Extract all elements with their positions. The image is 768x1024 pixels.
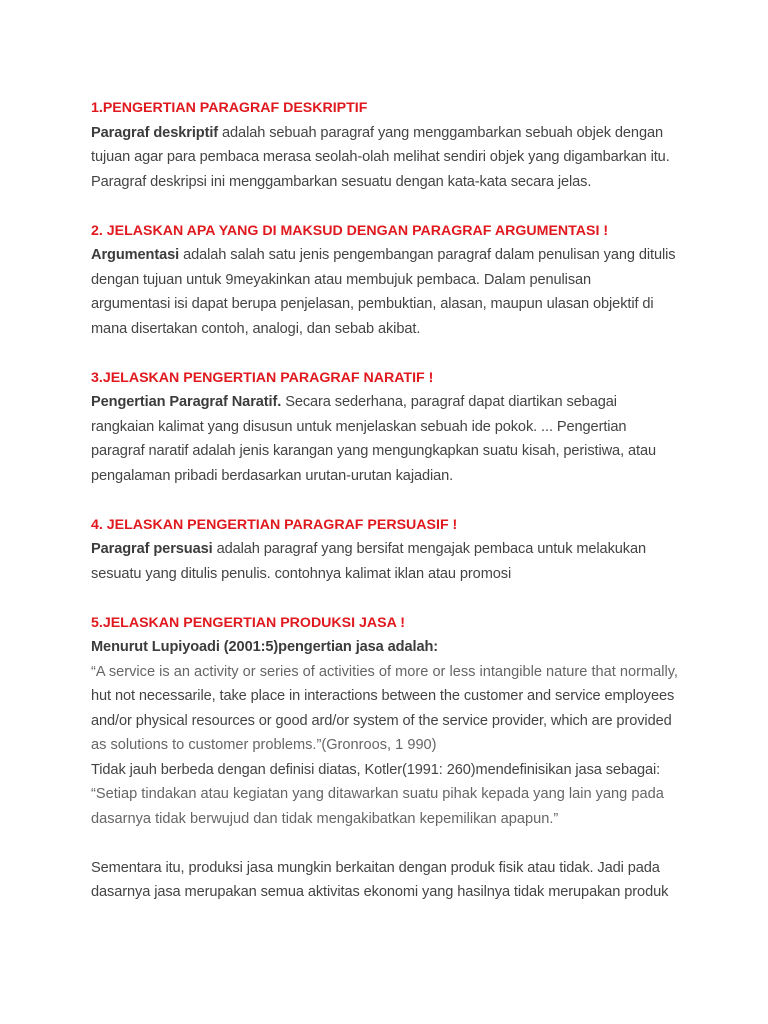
section-heading: 3.JELASKAN PENGERTIAN PARAGRAF NARATIF ! xyxy=(91,369,434,386)
section-deskriptif xyxy=(91,96,688,194)
paragraph-line: dengan tujuan untuk 9meyakinkan atau membujuk pembaca. Dalam penulisan xyxy=(91,271,592,288)
section-persuasif xyxy=(91,513,688,587)
section-argumentasi xyxy=(91,219,688,342)
kotler-line: Tidak jauh berbeda dengan definisi diatas, Kotler(1991: 260)mendefinisikan jasa sebagai: xyxy=(91,761,661,778)
paragraph-line: Argumentasi adalah salah satu jenis pengembangan paragraf dalam penulisan yang ditulis xyxy=(91,247,676,263)
quote-line: “Setiap tindakan atau kegiatan yang ditawarkan suatu pihak kepada yang lain yang pada xyxy=(91,786,664,802)
quote-line: “A service is an activity or series of activities of more or less intangible nature that normally, xyxy=(91,663,678,680)
paragraph-line: mana disertakan contoh, analogi, dan sebab akibat. xyxy=(91,320,421,337)
spacer xyxy=(91,488,688,513)
quote-line: as solutions to customer problems.”(Gronroos, 1 990) xyxy=(91,737,437,753)
paragraph-line: rangkaian kalimat yang disusun untuk menjelaskan sebuah ide pokok. ... Pengertian xyxy=(91,418,627,435)
section-produksi-jasa xyxy=(91,611,688,905)
spacer xyxy=(91,341,688,366)
quote-line: hut not necessarile, take place in interactions between the customer and service employees xyxy=(91,688,675,704)
lupiyoadi-definition: Menurut Lupiyoadi (2001:5)pengertian jasa adalah: xyxy=(91,639,439,655)
spacer xyxy=(91,194,688,219)
spacer xyxy=(91,831,688,856)
paragraph-line: pengalaman pribadi berdasarkan urutan-urutan kajadian. xyxy=(91,467,454,484)
paragraph-line: dasarnya jasa merupakan semua aktivitas ekonomi yang hasilnya tidak merupakan produk xyxy=(91,884,669,900)
paragraph-line: Pengertian Paragraf Naratif. Secara sederhana, paragraf dapat diartikan sebagai xyxy=(91,394,617,410)
paragraph-line: argumentasi isi dapat berupa penjelasan, pembuktian, alasan, maupun ulasan objektif di xyxy=(91,296,654,312)
paragraph-line: Paragraf persuasi adalah paragraf yang bersifat mengajak pembaca untuk melakukan xyxy=(91,541,647,557)
paragraph-line: Paragraf deskripsi ini menggambarkan sesuatu dengan kata-kata secara jelas. xyxy=(91,173,592,190)
quote-line: dasarnya tidak berwujud dan tidak mengakibatkan kepemilikan apapun.” xyxy=(91,810,559,827)
spacer xyxy=(91,586,688,611)
section-heading: 2. JELASKAN APA YANG DI MAKSUD DENGAN PARAGRAF ARGUMENTASI ! xyxy=(91,222,609,239)
quote-line: and/or physical resources or good ard/or system of the service provider, which are provided xyxy=(91,712,672,729)
bold-term: Pengertian Paragraf Naratif. xyxy=(91,394,282,410)
bold-term: Argumentasi xyxy=(91,247,180,263)
bold-term: Paragraf persuasi xyxy=(91,541,213,557)
paragraph-line: sesuatu yang ditulis penulis. contohnya kalimat iklan atau promosi xyxy=(91,565,512,582)
section-heading: 4. JELASKAN PENGERTIAN PARAGRAF PERSUASIF ! xyxy=(91,516,458,533)
paragraph-line: paragraf naratif adalah jenis karangan yang mengungkapkan suatu kisah, peristiwa, atau xyxy=(91,443,656,459)
section-heading: 5.JELASKAN PENGERTIAN PRODUKSI JASA ! xyxy=(91,614,406,631)
paragraph-line: Sementara itu, produksi jasa mungkin berkaitan dengan produk fisik atau tidak. Jadi pada xyxy=(91,859,660,876)
section-heading: 1.PENGERTIAN PARAGRAF DESKRIPTIF xyxy=(91,100,368,116)
bold-term: Paragraf deskriptif xyxy=(91,124,219,141)
paragraph-line: tujuan agar para pembaca merasa seolah-olah melihat sendiri objek yang digambarkan itu. xyxy=(91,149,670,165)
paragraph-line: Paragraf deskriptif adalah sebuah paragraf yang menggambarkan sebuah objek dengan xyxy=(91,124,663,141)
section-naratif xyxy=(91,366,688,489)
